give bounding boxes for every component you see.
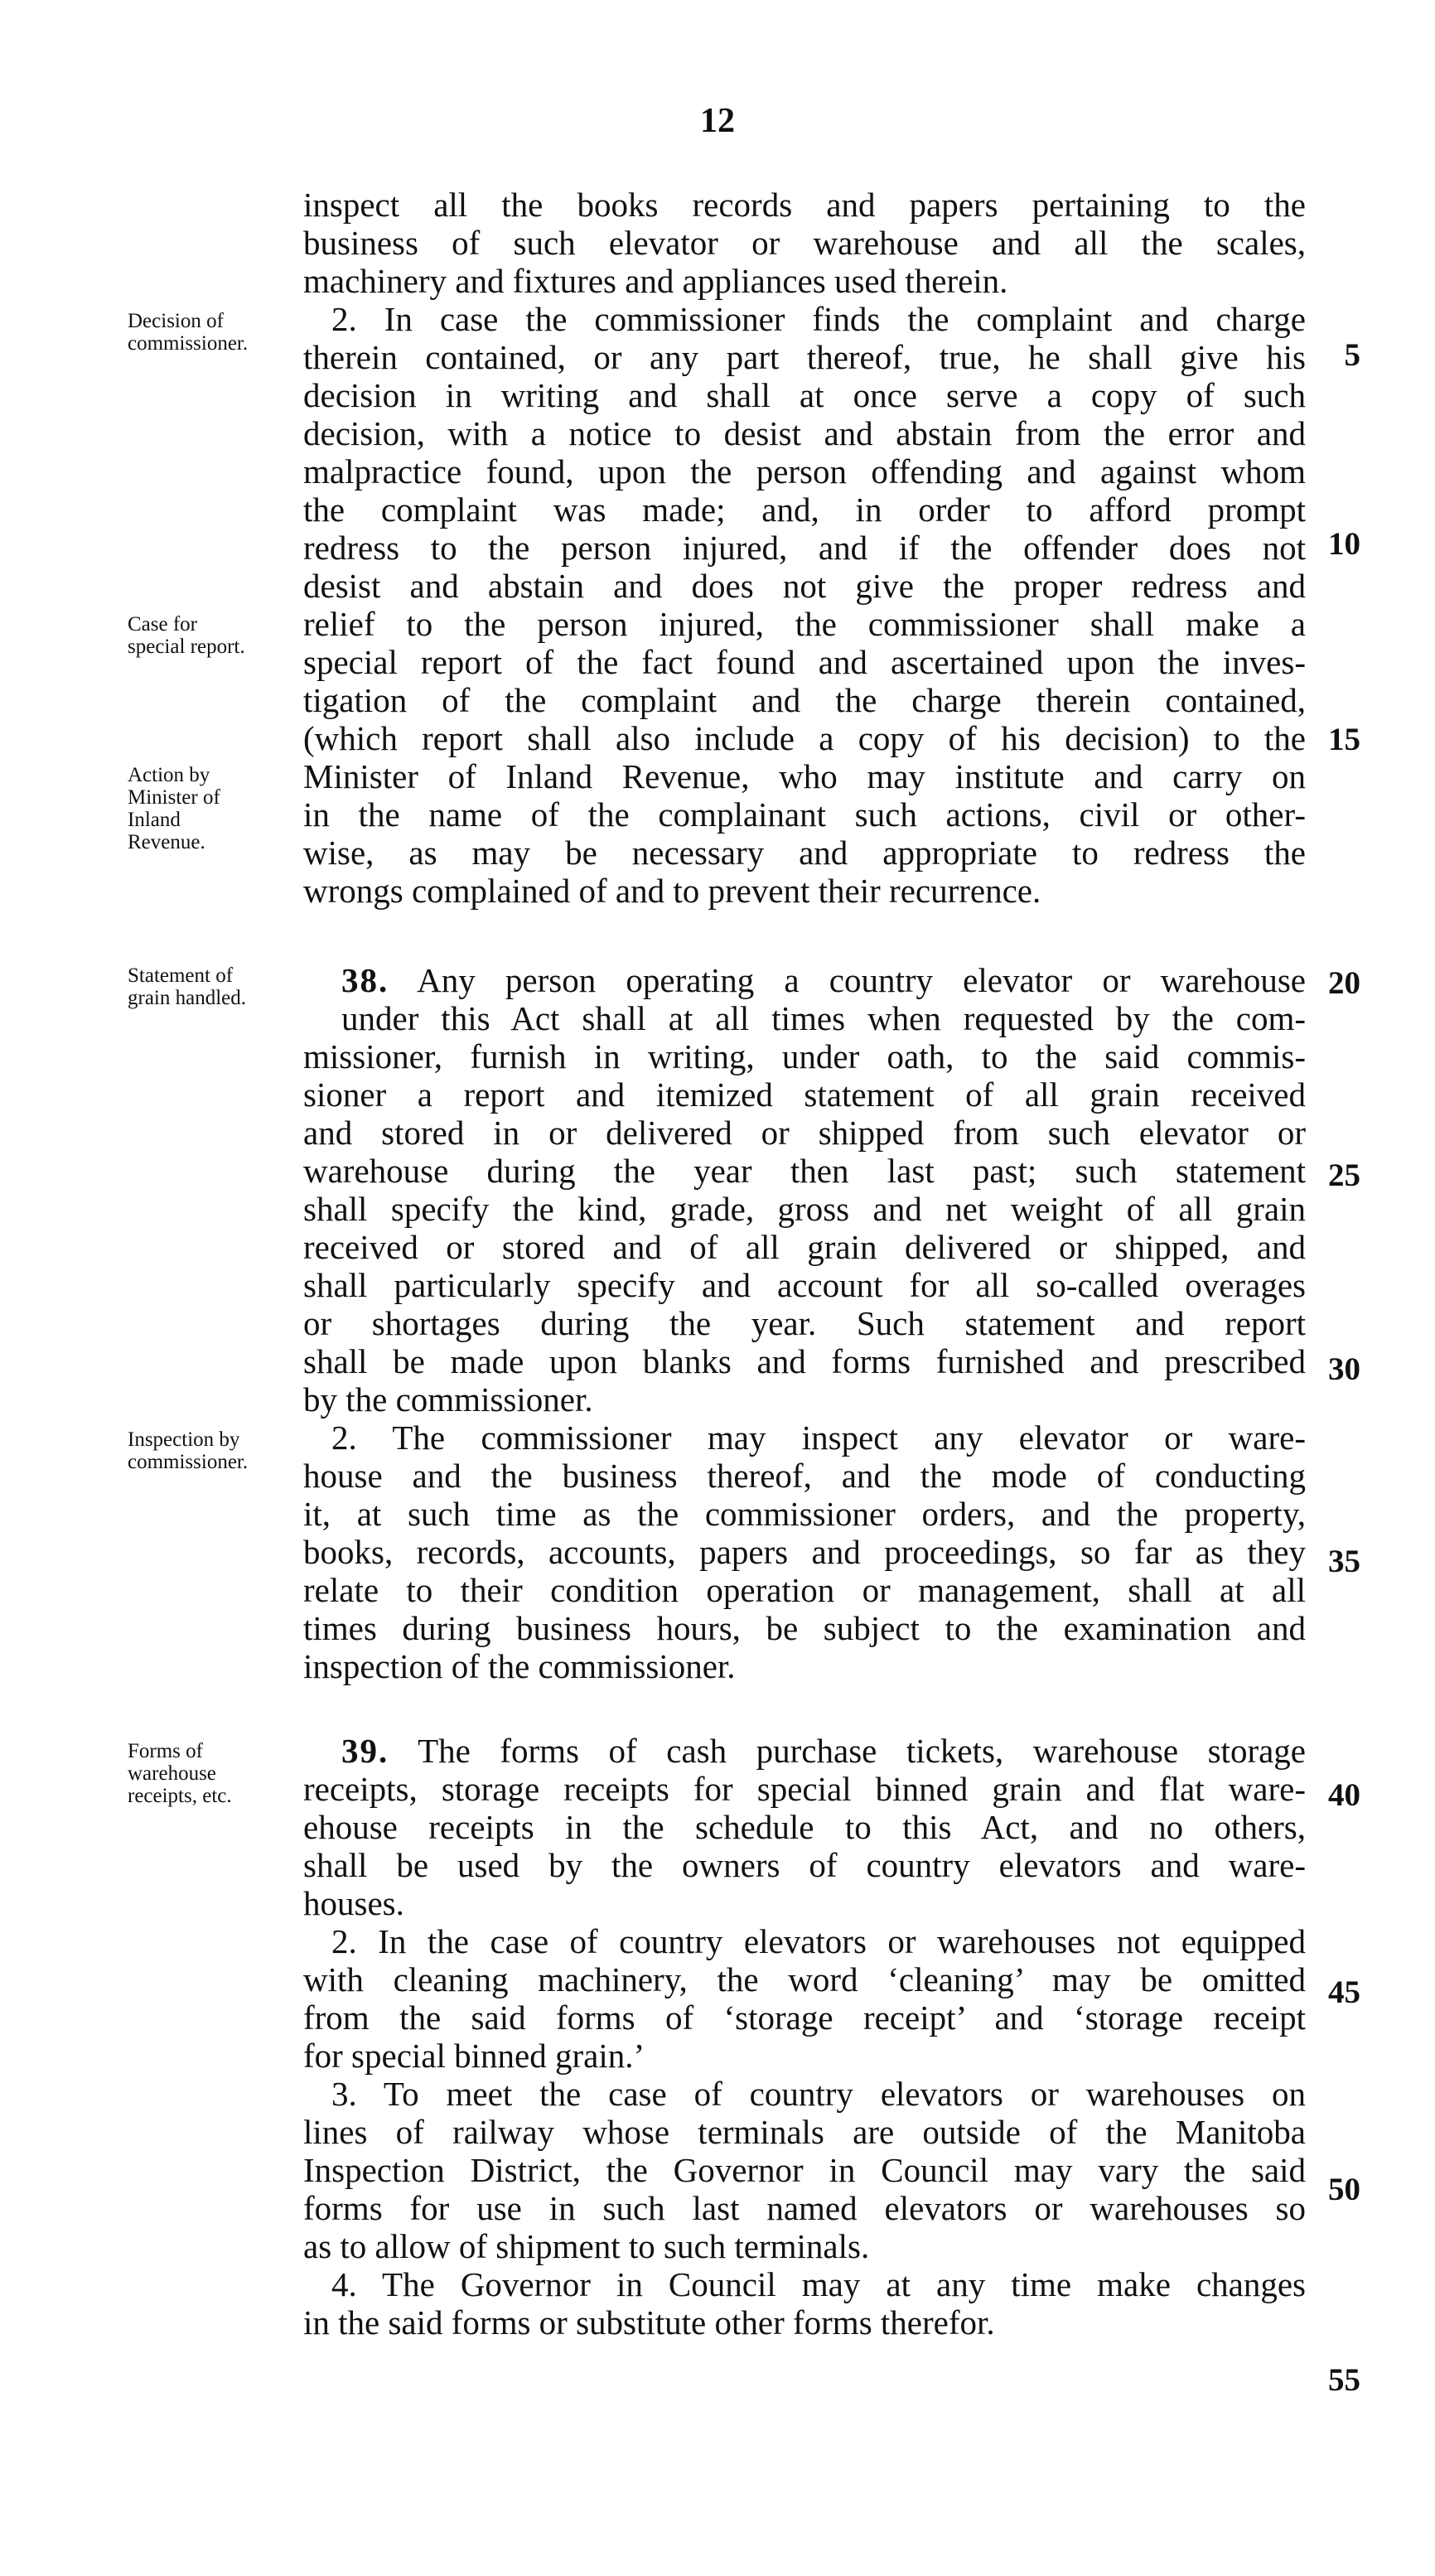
text-line: Inspection District, the Governor in Council may vary the said	[303, 2151, 1306, 2189]
text-line: 4. The Governor in Council may at any time make changes	[331, 2265, 1306, 2303]
margin-note-special-report	[128, 613, 302, 658]
text-line: warehouse during the year then last past; such statement	[303, 1152, 1306, 1190]
text-line: books, records, accounts, papers and proceedings, so far as they	[303, 1533, 1306, 1571]
line-number: 45	[1328, 1974, 1360, 2010]
text-line: for special binned grain.’	[303, 2037, 645, 2075]
text-line: ehouse receipts in the schedule to this Act, and no others,	[303, 1808, 1306, 1846]
line-number: 55	[1328, 2362, 1360, 2398]
text-line: under this Act shall at all times when requested by the com-	[341, 999, 1306, 1037]
text-line: therein contained, or any part thereof, true, he shall give his	[303, 338, 1306, 376]
margin-note-forms	[128, 1740, 302, 1807]
text-span: The forms of cash purchase tickets, warehouse storage	[418, 1732, 1306, 1770]
text-line: shall particularly specify and account for all so-called overages	[303, 1266, 1306, 1304]
text-line: business of such elevator or warehouse and all the scales,	[303, 224, 1306, 262]
line-number: 10	[1328, 526, 1360, 562]
margin-note-action-by-minister	[128, 764, 302, 853]
margin-note-line: Inland	[128, 809, 181, 831]
text-line: in the name of the complainant such actions, civil or other-	[303, 795, 1306, 834]
margin-note-line: Inspection by	[128, 1428, 240, 1451]
text-line: inspect all the books records and papers pertaining to the	[303, 186, 1306, 224]
line-number: 25	[1328, 1158, 1360, 1193]
text-line: (which report shall also include a copy of his decision) to the	[303, 719, 1306, 757]
text-line: wrongs complained of and to prevent their recurrence.	[303, 872, 1041, 910]
line-number: 40	[1328, 1777, 1360, 1813]
text-line: the complaint was made; and, in order to afford prompt	[303, 491, 1306, 529]
margin-note-line: Decision of	[128, 310, 224, 332]
section-38-first-line	[341, 961, 1306, 999]
text-line: lines of railway whose terminals are outside of the Manitoba	[303, 2113, 1306, 2151]
text-line: house and the business thereof, and the mode of conducting	[303, 1457, 1306, 1495]
margin-note-line: Statement of	[128, 964, 234, 987]
page-number: 12	[700, 102, 735, 140]
text-line: sioner a report and itemized statement of all grain received	[303, 1075, 1306, 1114]
text-line: redress to the person injured, and if the offender does not	[303, 529, 1306, 567]
margin-note-line: Minister of	[128, 786, 220, 809]
text-line: or shortages during the year. Such statement and report	[303, 1304, 1306, 1342]
text-line: 2. In the case of country elevators or warehouses not equipped	[331, 1922, 1306, 1960]
text-line: times during business hours, be subject to the examination and	[303, 1609, 1306, 1647]
text-line: it, at such time as the commissioner orders, and the property,	[303, 1495, 1306, 1533]
margin-note-line: receipts, etc.	[128, 1785, 232, 1807]
text-line: inspection of the commissioner.	[303, 1647, 736, 1685]
section-number: 38.	[341, 961, 389, 999]
margin-note-statement-of-grain	[128, 964, 302, 1009]
margin-note-line: Revenue.	[128, 831, 205, 853]
margin-note-line: Forms of	[128, 1740, 203, 1762]
text-line: special report of the fact found and ascertained upon the inves-	[303, 643, 1306, 681]
text-line: Minister of Inland Revenue, who may institute and carry on	[303, 757, 1306, 795]
text-line: 2. The commissioner may inspect any elevator or ware-	[331, 1418, 1306, 1457]
section-number: 39.	[341, 1732, 389, 1770]
line-number: 5	[1344, 337, 1360, 373]
text-line: decision, with a notice to desist and abstain from the error and	[303, 414, 1306, 452]
text-line: as to allow of shipment to such terminals.	[303, 2227, 870, 2265]
section-39-first-line	[341, 1732, 1306, 1770]
line-number: 20	[1328, 965, 1360, 1001]
margin-note-decision	[128, 310, 302, 355]
text-line: 3. To meet the case of country elevators or warehouses on	[331, 2075, 1306, 2113]
text-span: Any person operating a country elevator or warehouse	[417, 961, 1306, 999]
text-line: wise, as may be necessary and appropriate to redress the	[303, 834, 1306, 872]
margin-note-line: Action by	[128, 764, 210, 786]
text-line: in the said forms or substitute other forms therefor.	[303, 2303, 995, 2342]
line-number: 15	[1328, 722, 1360, 757]
text-line: missioner, furnish in writing, under oath, to the said commis-	[303, 1037, 1306, 1075]
line-number: 50	[1328, 2172, 1360, 2207]
line-number: 35	[1328, 1544, 1360, 1579]
text-line: from the said forms of ‘storage receipt’ and ‘storage receipt	[303, 1998, 1306, 2037]
text-line: received or stored and of all grain delivered or shipped, and	[303, 1228, 1306, 1266]
text-line: forms for use in such last named elevators or warehouses so	[303, 2189, 1306, 2227]
text-line: desist and abstain and does not give the proper redress and	[303, 567, 1306, 605]
text-line: relief to the person injured, the commissioner shall make a	[303, 605, 1306, 643]
text-line: receipts, storage receipts for special binned grain and flat ware-	[303, 1770, 1306, 1808]
margin-note-line: grain handled.	[128, 987, 247, 1009]
margin-note-line: Case for	[128, 613, 197, 636]
text-line: tigation of the complaint and the charge therein contained,	[303, 681, 1306, 719]
text-line: by the commissioner.	[303, 1380, 593, 1418]
margin-note-line: special report.	[128, 636, 245, 658]
text-line: shall be made upon blanks and forms furnished and prescribed	[303, 1342, 1306, 1380]
text-line: decision in writing and shall at once serve a copy of such	[303, 376, 1306, 414]
text-line: machinery and fixtures and appliances used therein.	[303, 262, 1008, 300]
text-line: houses.	[303, 1884, 404, 1922]
text-line: malpractice found, upon the person offending and against whom	[303, 452, 1306, 491]
margin-note-inspection	[128, 1428, 302, 1473]
text-line: shall specify the kind, grade, gross and net weight of all grain	[303, 1190, 1306, 1228]
line-number: 30	[1328, 1351, 1360, 1387]
margin-note-line: warehouse	[128, 1762, 216, 1785]
text-line: shall be used by the owners of country elevators and ware-	[303, 1846, 1306, 1884]
text-line: 2. In case the commissioner finds the complaint and charge	[331, 300, 1306, 338]
margin-note-line: commissioner.	[128, 332, 249, 355]
text-line: relate to their condition operation or management, shall at all	[303, 1571, 1306, 1609]
text-line: with cleaning machinery, the word ‘cleaning’ may be omitted	[303, 1960, 1306, 1998]
text-line: and stored in or delivered or shipped from such elevator or	[303, 1114, 1306, 1152]
margin-note-line: commissioner.	[128, 1451, 249, 1473]
